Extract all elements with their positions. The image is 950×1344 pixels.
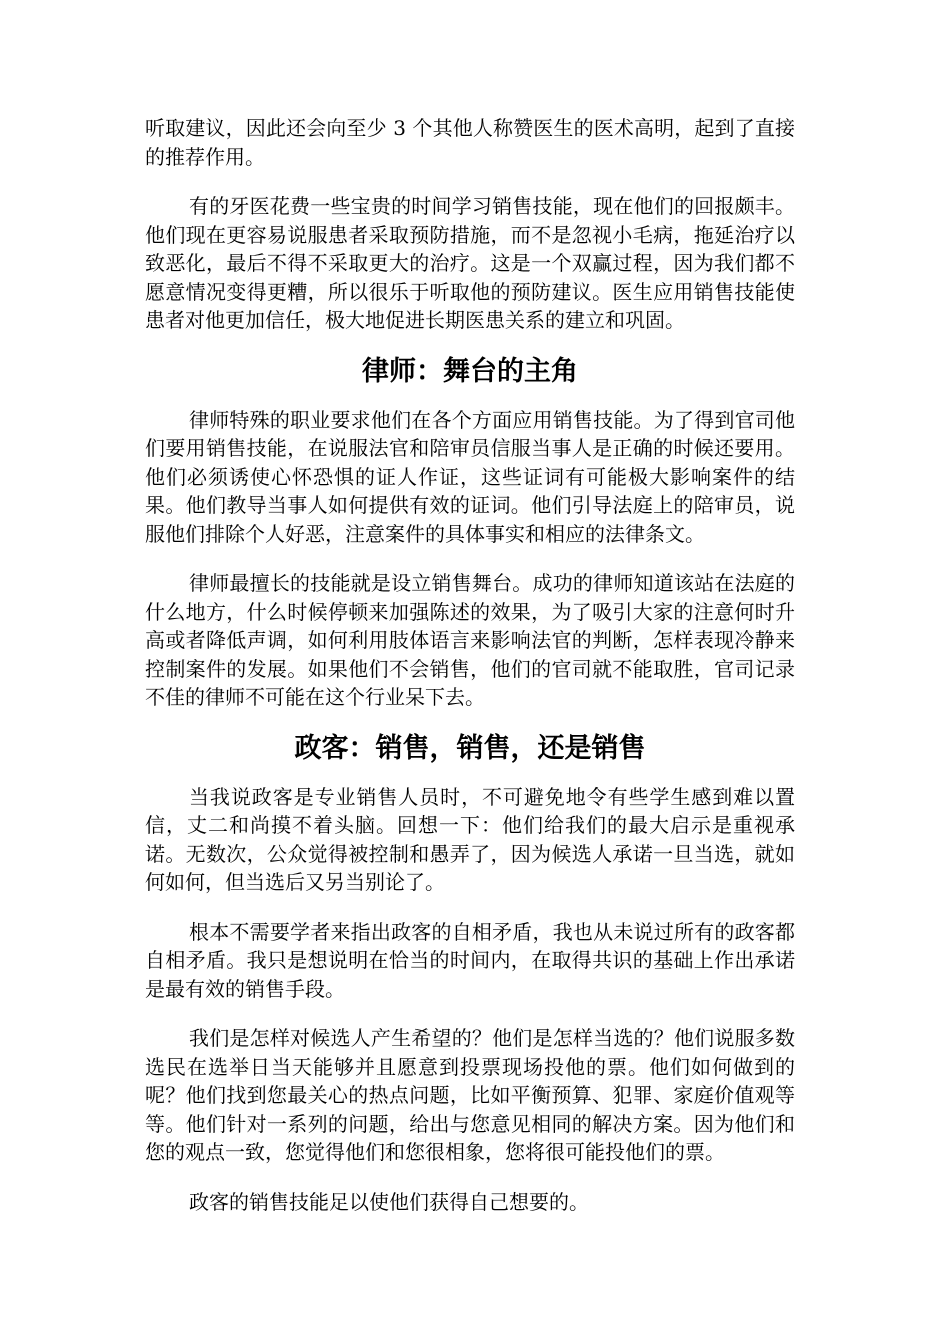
section-heading-lawyer: 律师：舞台的主角 [362,355,578,387]
paragraph-politician-election: 我们是怎样对候选人产生希望的？他们是怎样当选的？他们说服多数选民在选举日当天能够并且愿意到投票现场投他的票。他们如何做到的呢？他们找到您最关心的热点问题，比如平衡预算、犯罪、家庭价值观等等。他们针对一系列的问题，给出与您意见相同的解决方案。因为他们和您的观点一致，您觉得他们和您很相象，您将很可能投他们的票。 [145,1026,795,1164]
paragraph-politician-promise: 当我说政客是专业销售人员时，不可避免地令有些学生感到难以置信，丈二和尚摸不着头脑。回想一下：他们给我们的最大启示是重视承诺。无数次，公众觉得被控制和愚弄了，因为候选人承诺一旦当选，就如何如何，但当选后又另当别论了。 [145,784,795,894]
paragraph-dentist-sales: 有的牙医花费一些宝贵的时间学习销售技能，现在他们的回报颇丰。他们现在更容易说服患者采取预防措施，而不是忽视小毛病，拖延治疗以致恶化，最后不得不采取更大的治疗。这是一个双赢过程，因为我们都不愿意情况变得更糟，所以很乐于听取他的预防建议。医生应用销售技能使患者对他更加信任，极大地促进长期医患关系的建立和巩固。 [145,194,795,332]
paragraph-politician-contradiction: 根本不需要学者来指出政客的自相矛盾，我也从未说过所有的政客都自相矛盾。我只是想说明在恰当的时间内，在取得共识的基础上作出承诺是最有效的销售手段。 [145,919,795,1001]
paragraph-recommendation: 听取建议，因此还会向至少 3 个其他人称赞医生的医术高明，起到了直接的推荐作用。 [145,116,795,169]
section-heading-politician: 政客：销售，销售，还是销售 [294,732,646,764]
paragraph-lawyer-duties: 律师特殊的职业要求他们在各个方面应用销售技能。为了得到官司他们要用销售技能，在说服法官和陪审员信服当事人是正确的时候还要用。他们必须诱使心怀恐惧的证人作证，这些证词有可能极大影响案件的结果。他们教导当事人如何提供有效的证词。他们引导法庭上的陪审员，说服他们排除个人好恶，注意案件的具体事实和相应的法律条文。 [145,407,795,546]
paragraph-politician-conclusion: 政客的销售技能足以使他们获得自己想要的。 [189,1189,589,1214]
paragraph-lawyer-stage: 律师最擅长的技能就是设立销售舞台。成功的律师知道该站在法庭的什么地方，什么时候停顿来加强陈述的效果，为了吸引大家的注意何时升高或者降低声调，如何利用肢体语言来影响法官的判断，怎样表现冷静来控制案件的发展。如果他们不会销售，他们的官司就不能取胜，官司记录不佳的律师不可能在这个行业呆下去。 [145,571,795,709]
document-page [145,114,795,1216]
